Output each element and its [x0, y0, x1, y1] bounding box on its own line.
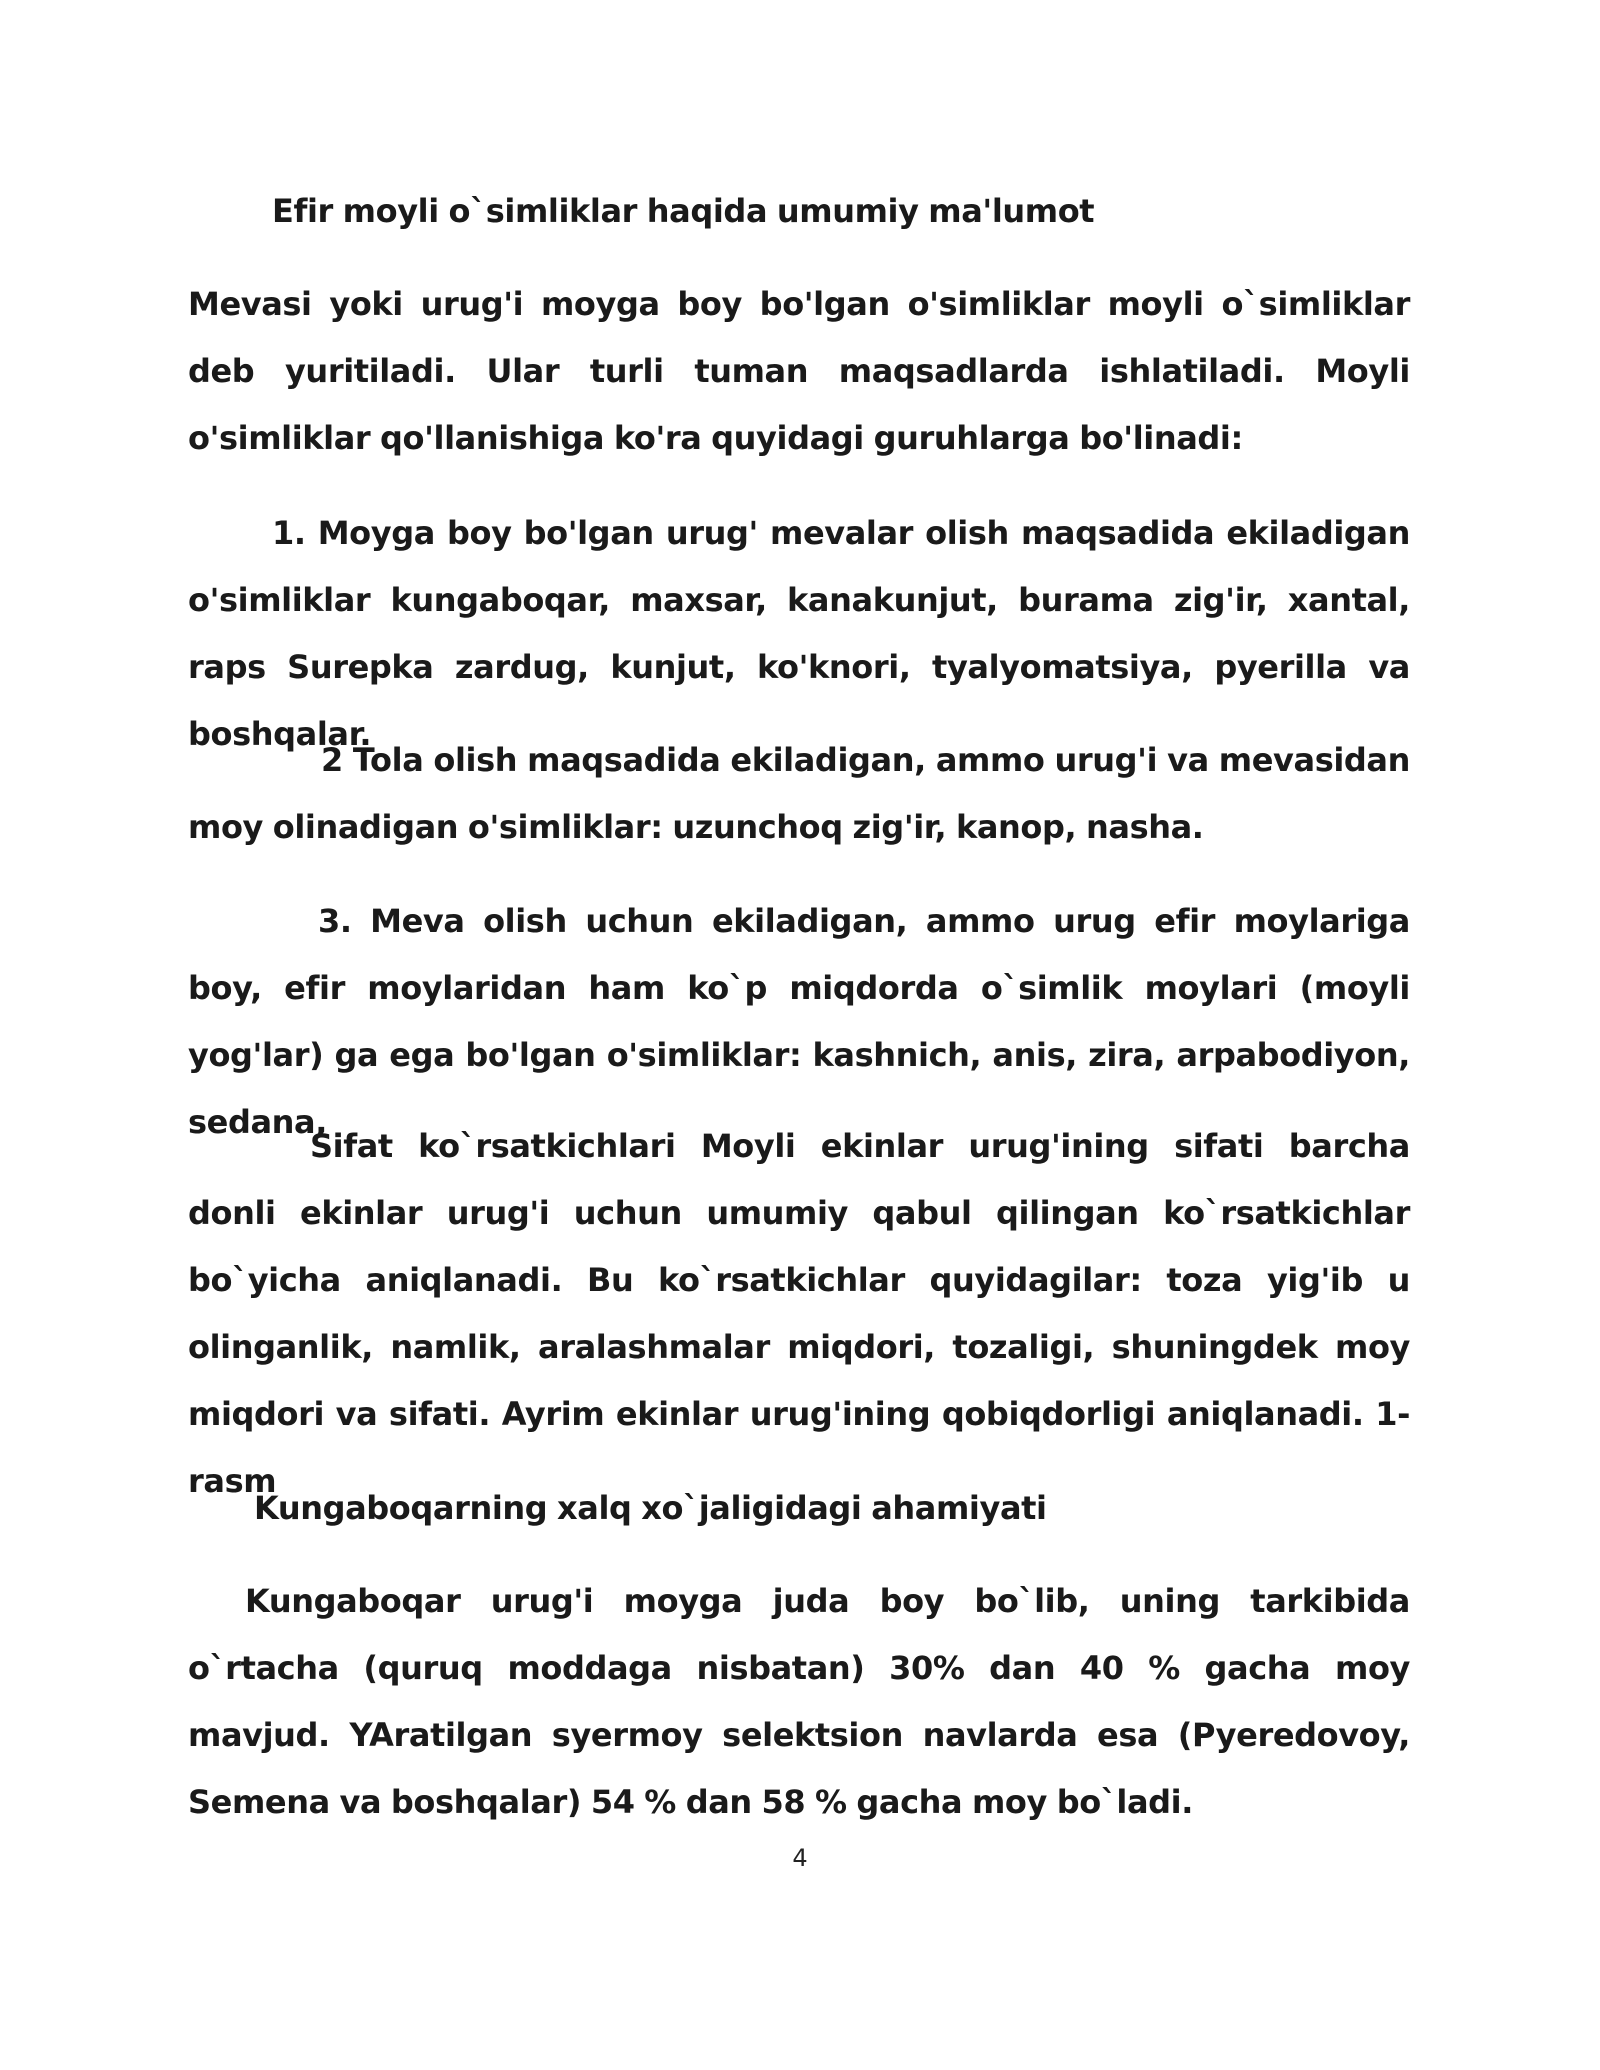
list-item-oilseed-plants: 1. Moyga boy bo'lgan urug' mevalar olish maqsadida ekiladigan o'simliklar kungaboqar, maxsar, kanakunjut, burama zig'ir, xantal, raps Surepka zardug, kunjut, ko'knori, tyalyomatsiya, pyerilla va boshqalar.	[188, 514, 1410, 753]
section-heading-sunflower-importance: Kungaboqarning xalq xo`jaligidagi ahamiyati	[254, 1489, 1047, 1527]
page-number: 4	[792, 1844, 808, 1872]
sunflower-paragraph: Kungaboqar urug'i moyga juda boy bo`lib, uning tarkibida o`rtacha (quruq moddaga nisbatan) 30% dan 40 % gacha moy mavjud. YAratilgan syermoy selektsion navlarda esa (Pyeredovoy, Semena va boshqalar) 54 % dan 58 % gacha moy bo`ladi.	[188, 1582, 1410, 1821]
intro-paragraph: Mevasi yoki urug'i moyga boy bo'lgan o'simliklar moyli o`simliklar deb yuritiladi. Ular turli tuman maqsadlarda ishlatiladi. Moyli o'simliklar qo'llanishiga ko'ra quyidagi guruhlarga bo'linadi:	[188, 285, 1410, 457]
list-item-fiber-plants: 2 Tola olish maqsadida ekiladigan, ammo urug'i va mevasidan moy olinadigan o'simliklar: uzunchoq zig'ir, kanop, nasha.	[188, 741, 1410, 846]
list-item-fruit-plants: 3. Meva olish uchun ekiladigan, ammo urug efir moylariga boy, efir moylaridan ham ko`p miqdorda o`simlik moylari (moyli yog'lar) ga ega bo'lgan o'simliklar: kashnich, anis, zira, arpabodiyon, sedana,	[188, 902, 1410, 1141]
section-heading-essential-oil-plants: Efir moyli o`simliklar haqida umumiy ma'lumot	[272, 192, 1095, 230]
quality-indicators-paragraph: Sifat ko`rsatkichlari Moyli ekinlar urug'ining sifati barcha donli ekinlar urug'i uchun umumiy qabul qilingan ko`rsatkichlar bo`yicha aniqlanadi. Bu ko`rsatkichlar quyidagilar: toza yig'ib u olinganlik, namlik, aralashmalar miqdori, tozaligi, shuningdek moy miqdori va sifati. Ayrim ekinlar urug'ining qobiqdorligi aniqlanadi. 1- rasm	[188, 1127, 1410, 1500]
document-page	[188, 0, 1410, 2070]
